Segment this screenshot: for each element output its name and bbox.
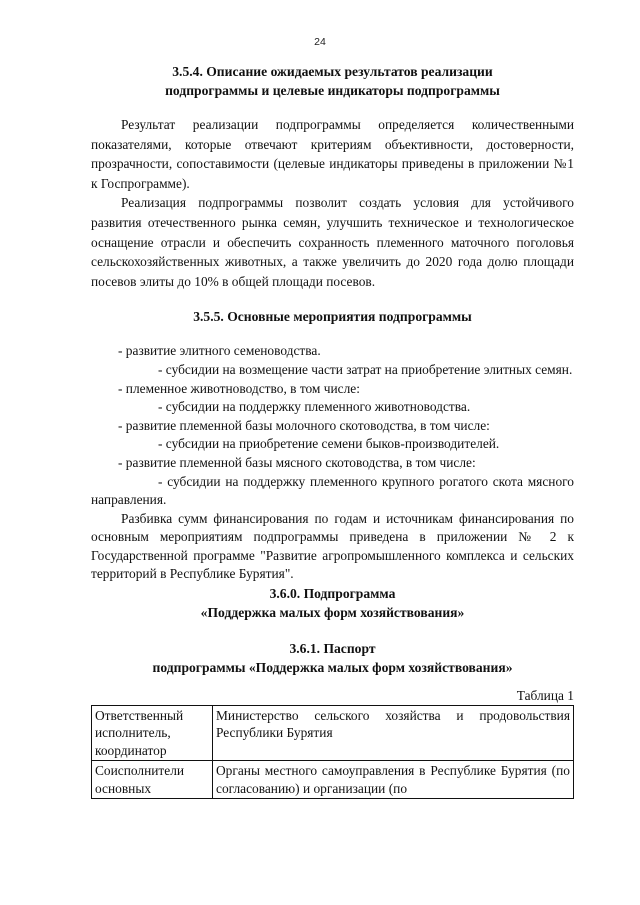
list-item: - субсидии на поддержку племенного животноводства. [158,399,471,415]
heading-line: 3.6.0. Подпрограмма [269,586,396,602]
page-content [91,62,574,799]
section-3-6-1-heading [91,639,574,677]
results-paragraph: Результат реализации подпрограммы определяется количественными показателями, которые отвечают критериям объективности, достоверности, прозрачности, сопоставимости (целевые индикаторы приведены в приложении №1 к Госпрограмме). [91,117,574,191]
list-item: - субсидии на возмещение части затрат на приобретение элитных семян. [158,361,573,377]
list-item: - субсидии на приобретение семени быков-производителей. [158,436,500,452]
implementation-paragraph: Реализация подпрограммы позволит создать условия для устойчивого развития отечественного рынка семян, улучшить техническое и технологическое оснащение отрасли и обеспечить сохранность племенного маточного поголовья сельскохозяйственных животных, а также увеличить до 2020 года долю площади посевов элиты до 10% в общей площади посевов. [91,195,574,289]
heading-line: 3.5.5. Основные мероприятия подпрограммы [193,309,472,325]
list-item: - развитие племенной базы мясного скотоводства, в том числе: [118,454,476,470]
heading-line: подпрограммы «Поддержка малых форм хозяйствования» [152,660,513,676]
table-row [92,706,574,761]
table-cell-value: Органы местного самоуправления в Республике Бурятия (по согласованию) и организации (по [213,761,574,799]
table-caption: Таблица 1 [516,688,574,704]
passport-table [91,705,574,799]
section-3-6-0-heading [91,584,574,622]
list-item: - субсидии на поддержку племенного крупного рогатого скота мясного направления. [91,473,574,508]
heading-line: «Поддержка малых форм хозяйствования» [200,605,465,621]
list-item: - племенное животноводство, в том числе: [118,380,360,396]
section-3-5-4-heading [91,62,574,100]
table-cell-label: Ответственный исполнитель, координатор [92,706,213,761]
section-3-5-5-heading [91,307,574,326]
table-cell-value: Министерство сельского хозяйства и продовольствия Республики Бурятия [213,706,574,761]
list-item: - развитие элитного семеноводства. [118,343,321,359]
heading-line: 3.5.4. Описание ожидаемых результатов реализации [172,64,493,79]
table-row [92,761,574,799]
page-number: 24 [314,36,326,48]
activities-list [91,342,574,509]
heading-line: подпрограммы и целевые индикаторы подпрограммы [165,83,500,98]
funding-paragraph: Разбивка сумм финансирования по годам и источникам финансирования по основным мероприятиям подпрограммы приведена в приложении № 2 к Государственной программе "Развитие агропромышленного комплекса и сельских территорий в Республике Бурятия". [91,510,574,582]
heading-line: 3.6.1. Паспорт [289,641,376,657]
list-item: - развитие племенной базы молочного скотоводства, в том числе: [118,417,490,433]
table-cell-label: Соисполнители основных [92,761,213,799]
